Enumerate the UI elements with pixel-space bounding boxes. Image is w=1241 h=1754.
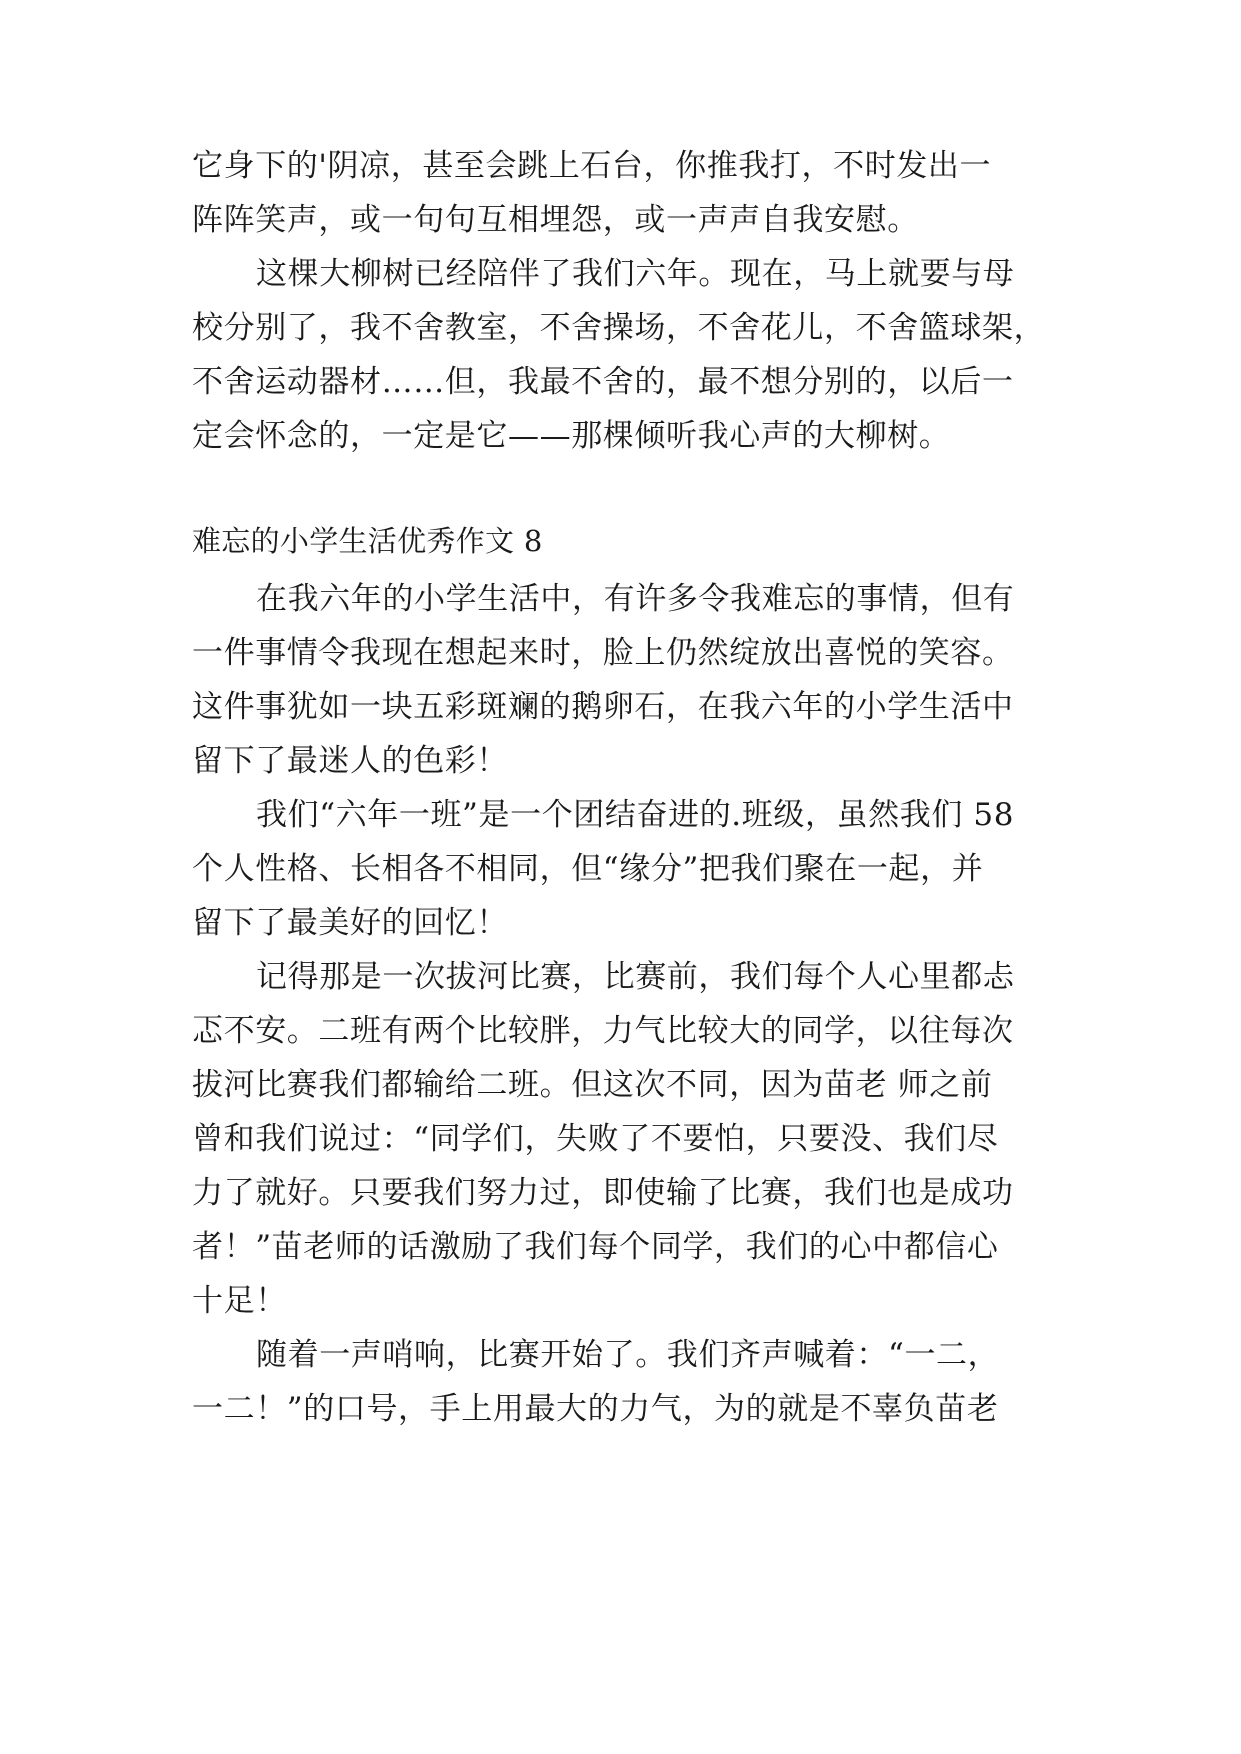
paragraph-line: 记得那是一次拔河比赛，比赛前，我们每个人心里都忐: [256, 959, 1015, 995]
paragraph-line: 不舍运动器材……但，我最不舍的，最不想分别的，以后一: [192, 364, 1014, 400]
paragraph-line: 这件事犹如一块五彩斑斓的鹅卵石，在我六年的小学生活中: [192, 689, 1014, 725]
paragraph-line: 留下了最美好的回忆！: [192, 905, 508, 941]
paragraph-line: 力了就好。只要我们努力过，即使输了比赛，我们也是成功: [192, 1175, 1014, 1211]
paragraph-line: 这棵大柳树已经陪伴了我们六年。现在，马上就要与母: [256, 256, 1015, 292]
paragraph-line: 忑不安。二班有两个比较胖，力气比较大的同学，以往每次: [192, 1013, 1014, 1049]
essay-title: 难忘的小学生活优秀作文 8: [192, 524, 543, 558]
paragraph-line: 它身下的'阴凉，甚至会跳上石台，你推我打，不时发出一: [192, 148, 992, 184]
paragraph-line: 阵阵笑声，或一句句互相埋怨，或一声声自我安慰。: [192, 202, 919, 238]
paragraph-line: 校分别了，我不舍教室，不舍操场，不舍花儿，不舍篮球架，: [192, 310, 1046, 346]
paragraph-line: 一件事情令我现在想起来时，脸上仍然绽放出喜悦的笑容。: [192, 635, 1014, 671]
paragraph-line: 随着一声哨响，比赛开始了。我们齐声喊着：“一二，: [256, 1337, 1000, 1373]
paragraph-line: 拔河比赛我们都输给二班。但这次不同，因为苗老 师之前: [192, 1067, 993, 1103]
paragraph-line: 定会怀念的，一定是它——那棵倾听我心声的大柳树。: [192, 418, 951, 454]
paragraph-line: 留下了最迷人的色彩！: [192, 743, 508, 779]
paragraph-line: 曾和我们说过：“同学们，失败了不要怕，只要没、我们尽: [192, 1121, 999, 1157]
paragraph-line: 我们“六年一班”是一个团结奋进的.班级，虽然我们 58: [256, 797, 1015, 833]
paragraph-line: 在我六年的小学生活中，有许多令我难忘的事情，但有: [256, 581, 1015, 617]
paragraph-line: 者！”苗老师的话激励了我们每个同学，我们的心中都信心: [192, 1229, 999, 1265]
paragraph-line: 一二！”的口号，手上用最大的力气，为的就是不辜负苗老: [192, 1391, 999, 1427]
paragraph-line: 十足！: [192, 1283, 287, 1319]
paragraph-line: 个人性格、长相各不相同，但“缘分”把我们聚在一起，并: [192, 851, 984, 887]
